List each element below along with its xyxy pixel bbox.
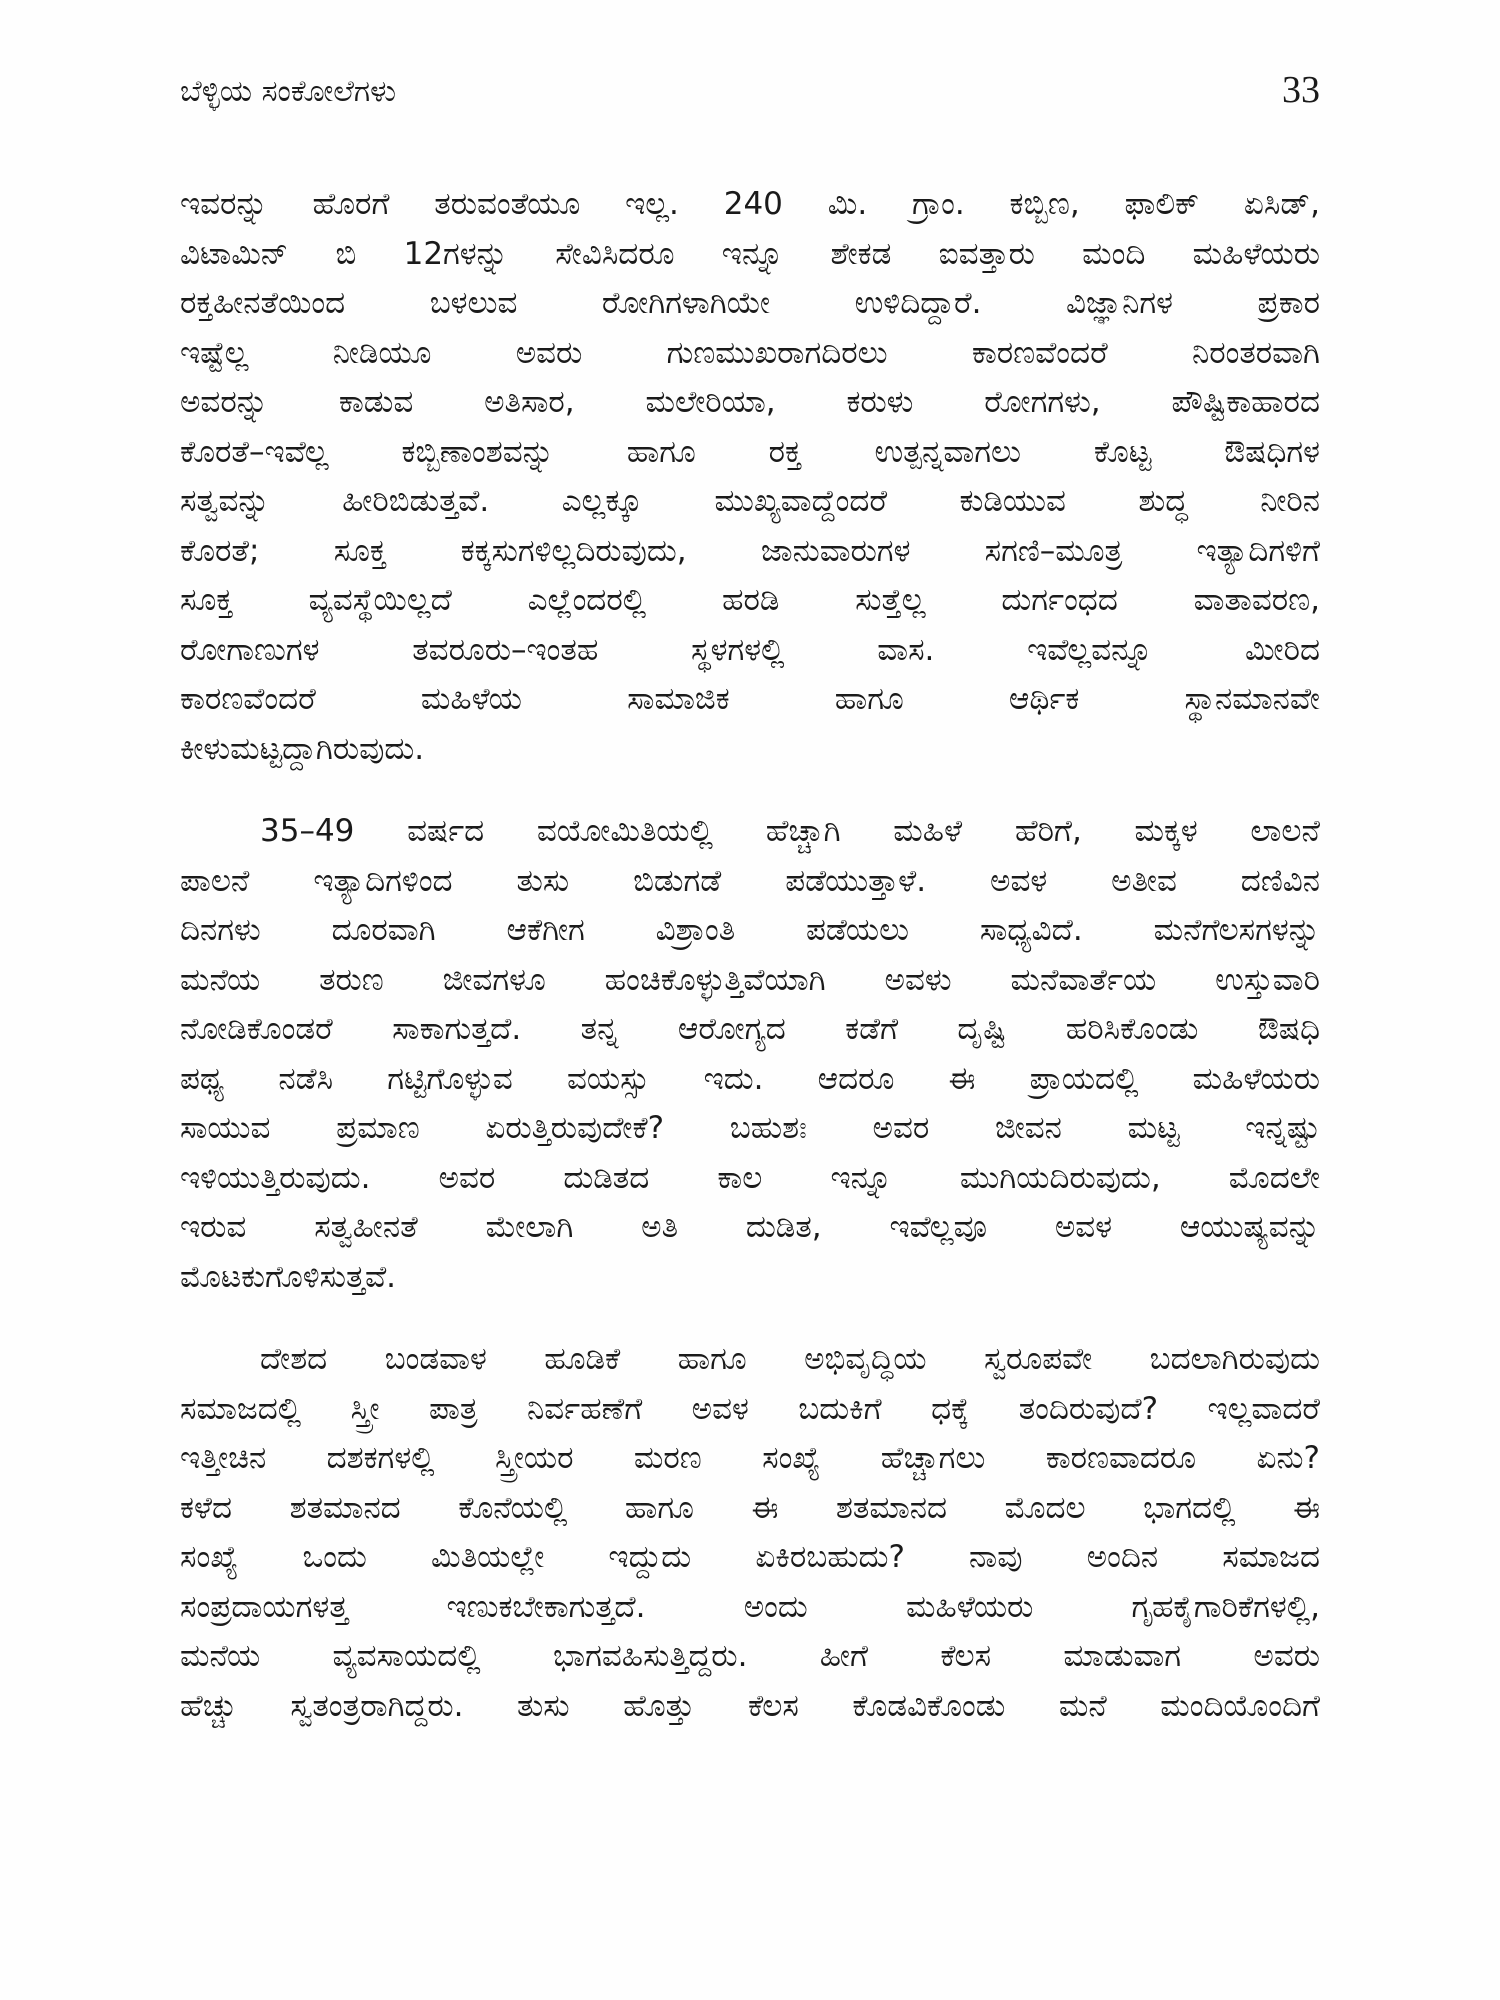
text-line: ಕಾರಣವೆಂದರೆ ಮಹಿಳೆಯ ಸಾಮಾಜಿಕ ಹಾಗೂ ಆರ್ಥಿಕ ಸ್ಥಾನಮಾನವೇ xyxy=(180,681,1320,717)
text-line: ಕೀಳುಮಟ್ಟದ್ದಾಗಿರುವುದು. xyxy=(180,730,425,767)
text-line: ಸಂಖ್ಯೆ ಒಂದು ಮಿತಿಯಲ್ಲೇ ಇದ್ದುದು ಏಕಿರಬಹುದು? ನಾವು ಅಂದಿನ ಸಮಾಜದ xyxy=(180,1539,1320,1575)
text-line: ಸಾಯುವ ಪ್ರಮಾಣ ಏರುತ್ತಿರುವುದೇಕೆ? ಬಹುಶಃ ಅವರ ಜೀವನ ಮಟ್ಟ ಇನ್ನಷ್ಟು xyxy=(180,1110,1320,1146)
running-title: ಬೆಳ್ಳಿಯ ಸಂಕೋಲೆಗಳು xyxy=(180,74,396,109)
running-header xyxy=(180,62,1320,122)
text-line: ದೇಶದ ಬಂಡವಾಳ ಹೂಡಿಕೆ ಹಾಗೂ ಅಭಿವೃದ್ಧಿಯ ಸ್ವರೂಪವೇ ಬದಲಾಗಿರುವುದು xyxy=(260,1341,1320,1377)
body-text xyxy=(180,180,1320,1731)
text-line: ಕೊರತೆ; ಸೂಕ್ತ ಕಕ್ಕಸುಗಳಿಲ್ಲದಿರುವುದು, ಜಾನುವಾರುಗಳ ಸಗಣಿ–ಮೂತ್ರ ಇತ್ಯಾದಿಗಳಿಗೆ xyxy=(180,532,1320,569)
text-line: ಸಂಪ್ರದಾಯಗಳತ್ತ ಇಣುಕಬೇಕಾಗುತ್ತದೆ. ಅಂದು ಮಹಿಳೆಯರು ಗೃಹಕೈಗಾರಿಕೆಗಳಲ್ಲಿ, xyxy=(180,1588,1320,1625)
text-line: ಸತ್ವವನ್ನು ಹೀರಿಬಿಡುತ್ತವೆ. ಎಲ್ಲಕ್ಕೂ ಮುಖ್ಯವಾದ್ದೆಂದರೆ ಕುಡಿಯುವ ಶುದ್ಧ ನೀರಿನ xyxy=(180,483,1320,519)
paragraph-1 xyxy=(180,180,1320,774)
paragraph-2 xyxy=(180,807,1320,1302)
text-line: ಸೂಕ್ತ ವ್ಯವಸ್ಥೆಯಿಲ್ಲದೆ ಎಲ್ಲೆಂದರಲ್ಲಿ ಹರಡಿ ಸುತ್ತೆಲ್ಲ ದುರ್ಗಂಧದ ವಾತಾವರಣ, xyxy=(180,582,1320,618)
text-line: ಹೆಚ್ಚು ಸ್ವತಂತ್ರರಾಗಿದ್ದರು. ತುಸು ಹೊತ್ತು ಕೆಲಸ ಕೊಡವಿಕೊಂಡು ಮನೆ ಮಂದಿಯೊಂದಿಗೆ xyxy=(180,1687,1320,1724)
text-line: ರಕ್ತಹೀನತೆಯಿಂದ ಬಳಲುವ ರೋಗಿಗಳಾಗಿಯೇ ಉಳಿದಿದ್ದಾರೆ. ವಿಜ್ಞಾನಿಗಳ ಪ್ರಕಾರ xyxy=(180,285,1320,321)
text-line: ಇರುವ ಸತ್ವಹೀನತೆ ಮೇಲಾಗಿ ಅತಿ ದುಡಿತ, ಇವೆಲ್ಲವೂ ಅವಳ ಆಯುಷ್ಯವನ್ನು xyxy=(180,1209,1320,1245)
text-line: ಮೊಟಕುಗೊಳಿಸುತ್ತವೆ. xyxy=(180,1258,397,1295)
text-line: ಸಮಾಜದಲ್ಲಿ ಸ್ತ್ರೀ ಪಾತ್ರ ನಿರ್ವಹಣೆಗೆ ಅವಳ ಬದುಕಿಗೆ ಧಕ್ಕೆ ತಂದಿರುವುದೆ? ಇಲ್ಲವಾದರೆ xyxy=(180,1390,1320,1427)
text-line: ಇಳಿಯುತ್ತಿರುವುದು. ಅವರ ದುಡಿತದ ಕಾಲ ಇನ್ನೂ ಮುಗಿಯದಿರುವುದು, ಮೊದಲೇ xyxy=(180,1159,1320,1196)
paragraph-3 xyxy=(180,1335,1320,1731)
text-line: ಇತ್ತೀಚಿನ ದಶಕಗಳಲ್ಲಿ ಸ್ತ್ರೀಯರ ಮರಣ ಸಂಖ್ಯೆ ಹೆಚ್ಚಾಗಲು ಕಾರಣವಾದರೂ ಏನು? xyxy=(180,1440,1320,1476)
text-line: ರೋಗಾಣುಗಳ ತವರೂರು–ಇಂತಹ ಸ್ಥಳಗಳಲ್ಲಿ ವಾಸ. ಇವೆಲ್ಲವನ್ನೂ ಮೀರಿದ xyxy=(180,631,1320,668)
text-line: ಕೊರತೆ–ಇವೆಲ್ಲ ಕಬ್ಬಿಣಾಂಶವನ್ನು ಹಾಗೂ ರಕ್ತ ಉತ್ಪನ್ನವಾಗಲು ಕೊಟ್ಟ ಔಷಧಿಗಳ xyxy=(180,433,1320,470)
text-line: ದಿನಗಳು ದೂರವಾಗಿ ಆಕೆಗೀಗ ವಿಶ್ರಾಂತಿ ಪಡೆಯಲು ಸಾಧ್ಯವಿದೆ. ಮನೆಗೆಲಸಗಳನ್ನು xyxy=(180,912,1320,948)
text-line: ಇವರನ್ನು ಹೊರಗೆ ತರುವಂತೆಯೂ ಇಲ್ಲ. 240 ಮಿ. ಗ್ರಾಂ. ಕಬ್ಬಿಣ, ಫಾಲಿಕ್ ಏಸಿಡ್, xyxy=(180,186,1320,222)
page-number: 33 xyxy=(1282,69,1320,111)
text-line: ಮನೆಯ ತರುಣ ಜೀವಗಳೂ ಹಂಚಿಕೊಳ್ಳುತ್ತಿವೆಯಾಗಿ ಅವಳು ಮನೆವಾರ್ತೆಯ ಉಸ್ತುವಾರಿ xyxy=(180,961,1320,998)
text-line: ಕಳೆದ ಶತಮಾನದ ಕೊನೆಯಲ್ಲಿ ಹಾಗೂ ಈ ಶತಮಾನದ ಮೊದಲ ಭಾಗದಲ್ಲಿ ಈ xyxy=(180,1489,1320,1526)
text-line: 35–49 ವರ್ಷದ ವಯೋಮಿತಿಯಲ್ಲಿ ಹೆಚ್ಚಾಗಿ ಮಹಿಳೆ ಹೆರಿಗೆ, ಮಕ್ಕಳ ಲಾಲನೆ xyxy=(260,813,1320,849)
text-line: ವಿಟಾಮಿನ್ ಬಿ 12ಗಳನ್ನು ಸೇವಿಸಿದರೂ ಇನ್ನೂ ಶೇಕಡ ಐವತ್ತಾರು ಮಂದಿ ಮಹಿಳೆಯರು xyxy=(180,235,1320,272)
text-line: ಪಥ್ಯ ನಡೆಸಿ ಗಟ್ಟಿಗೊಳ್ಳುವ ವಯಸ್ಸು ಇದು. ಆದರೂ ಈ ಪ್ರಾಯದಲ್ಲಿ ಮಹಿಳೆಯರು xyxy=(180,1060,1320,1097)
text-line: ಅವರನ್ನು ಕಾಡುವ ಅತಿಸಾರ, ಮಲೇರಿಯಾ, ಕರುಳು ರೋಗಗಳು, ಪೌಷ್ಟಿಕಾಹಾರದ xyxy=(180,384,1320,420)
text-line: ಇಷ್ಟೆಲ್ಲ ನೀಡಿಯೂ ಅವರು ಗುಣಮುಖರಾಗದಿರಲು ಕಾರಣವೆಂದರೆ ನಿರಂತರವಾಗಿ xyxy=(180,334,1320,371)
text-line: ನೋಡಿಕೊಂಡರೆ ಸಾಕಾಗುತ್ತದೆ. ತನ್ನ ಆರೋಗ್ಯದ ಕಡೆಗೆ ದೃಷ್ಟಿ ಹರಿಸಿಕೊಂಡು ಔಷಧಿ xyxy=(180,1011,1320,1047)
text-line: ಮನೆಯ ವ್ಯವಸಾಯದಲ್ಲಿ ಭಾಗವಹಿಸುತ್ತಿದ್ದರು. ಹೀಗೆ ಕೆಲಸ ಮಾಡುವಾಗ ಅವರು xyxy=(180,1638,1320,1674)
text-line: ಪಾಲನೆ ಇತ್ಯಾದಿಗಳಿಂದ ತುಸು ಬಿಡುಗಡೆ ಪಡೆಯುತ್ತಾಳೆ. ಅವಳ ಅತೀವ ದಣಿವಿನ xyxy=(180,862,1320,899)
